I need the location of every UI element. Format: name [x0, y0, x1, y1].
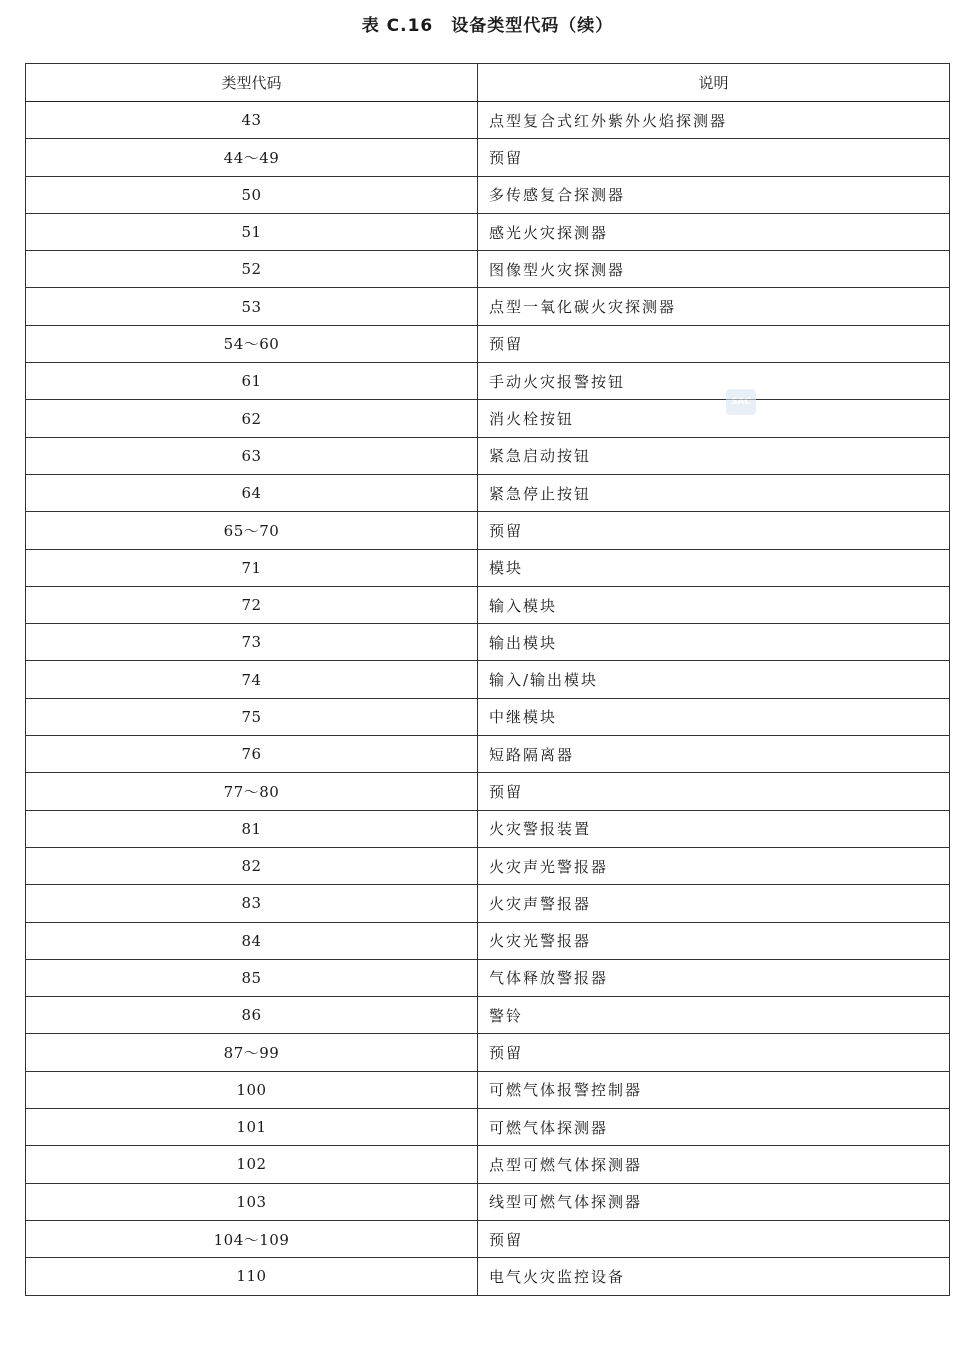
type-code-cell: 102 [26, 1146, 478, 1183]
table-row [26, 1109, 950, 1146]
table-title [0, 12, 975, 40]
description-cell: 手动火灾报警按钮 [478, 363, 950, 400]
type-code-cell: 84 [26, 922, 478, 959]
table-row [26, 363, 950, 400]
type-code-cell: 64 [26, 474, 478, 511]
table-row [26, 586, 950, 623]
description-cell: 预留 [478, 139, 950, 176]
table-row [26, 102, 950, 139]
table-row [26, 997, 950, 1034]
type-code-cell: 86 [26, 997, 478, 1034]
description-cell: 输入/输出模块 [478, 661, 950, 698]
type-code-cell: 100 [26, 1071, 478, 1108]
type-code-cell: 85 [26, 959, 478, 996]
type-code-cell: 71 [26, 549, 478, 586]
type-code-cell: 110 [26, 1258, 478, 1295]
table-row [26, 474, 950, 511]
table-header-row [26, 64, 950, 102]
type-code-cell: 77～80 [26, 773, 478, 810]
table-row [26, 400, 950, 437]
table-number: 表 C.16 [361, 16, 434, 36]
table-row [26, 437, 950, 474]
type-code-cell: 53 [26, 288, 478, 325]
table-row [26, 251, 950, 288]
type-code-cell: 87～99 [26, 1034, 478, 1071]
description-cell: 预留 [478, 325, 950, 362]
table-row [26, 512, 950, 549]
table-row [26, 624, 950, 661]
description-cell: 点型一氧化碳火灾探测器 [478, 288, 950, 325]
table-row [26, 698, 950, 735]
description-cell: 可燃气体报警控制器 [478, 1071, 950, 1108]
description-cell: 输入模块 [478, 586, 950, 623]
table-row [26, 661, 950, 698]
column-header-description: 说明 [478, 64, 950, 102]
description-cell: 图像型火灾探测器 [478, 251, 950, 288]
description-cell: 点型可燃气体探测器 [478, 1146, 950, 1183]
description-cell: 多传感复合探测器 [478, 176, 950, 213]
table-row [26, 288, 950, 325]
description-cell: 短路隔离器 [478, 736, 950, 773]
description-cell: 火灾声光警报器 [478, 847, 950, 884]
type-code-cell: 50 [26, 176, 478, 213]
description-cell: 电气火灾监控设备 [478, 1258, 950, 1295]
type-code-cell: 51 [26, 213, 478, 250]
description-cell: 预留 [478, 1034, 950, 1071]
type-code-cell: 74 [26, 661, 478, 698]
table-body [26, 102, 950, 1296]
description-cell: 感光火灾探测器 [478, 213, 950, 250]
description-cell: 可燃气体探测器 [478, 1109, 950, 1146]
type-code-cell: 54～60 [26, 325, 478, 362]
table-row [26, 847, 950, 884]
description-cell: 紧急启动按钮 [478, 437, 950, 474]
type-code-cell: 61 [26, 363, 478, 400]
table-row [26, 810, 950, 847]
table-row [26, 922, 950, 959]
table-row [26, 139, 950, 176]
description-cell: 火灾声警报器 [478, 885, 950, 922]
description-cell: 预留 [478, 1220, 950, 1257]
table-row [26, 736, 950, 773]
type-code-cell: 81 [26, 810, 478, 847]
description-cell: 模块 [478, 549, 950, 586]
type-code-cell: 75 [26, 698, 478, 735]
type-code-cell: 62 [26, 400, 478, 437]
description-cell: 紧急停止按钮 [478, 474, 950, 511]
type-code-cell: 82 [26, 847, 478, 884]
type-code-cell: 63 [26, 437, 478, 474]
type-code-cell: 83 [26, 885, 478, 922]
table-row [26, 176, 950, 213]
table-caption: 设备类型代码（续） [451, 16, 614, 36]
description-cell: 警铃 [478, 997, 950, 1034]
type-code-cell: 43 [26, 102, 478, 139]
table-row [26, 885, 950, 922]
type-code-cell: 73 [26, 624, 478, 661]
type-code-cell: 44～49 [26, 139, 478, 176]
table-row [26, 1071, 950, 1108]
device-type-code-table [25, 63, 950, 1296]
table-row [26, 213, 950, 250]
type-code-cell: 101 [26, 1109, 478, 1146]
description-cell: 气体释放警报器 [478, 959, 950, 996]
description-cell: 输出模块 [478, 624, 950, 661]
type-code-cell: 103 [26, 1183, 478, 1220]
description-cell: 线型可燃气体探测器 [478, 1183, 950, 1220]
table-row [26, 1034, 950, 1071]
description-cell: 点型复合式红外紫外火焰探测器 [478, 102, 950, 139]
table-row [26, 1183, 950, 1220]
table-row [26, 1220, 950, 1257]
description-cell: 预留 [478, 773, 950, 810]
table-row [26, 549, 950, 586]
table-row [26, 1258, 950, 1295]
type-code-cell: 52 [26, 251, 478, 288]
type-code-cell: 76 [26, 736, 478, 773]
description-cell: 火灾警报装置 [478, 810, 950, 847]
type-code-cell: 72 [26, 586, 478, 623]
description-cell: 消火栓按钮 [478, 400, 950, 437]
table-row [26, 959, 950, 996]
description-cell: 火灾光警报器 [478, 922, 950, 959]
column-header-code: 类型代码 [26, 64, 478, 102]
sac-watermark-logo: SAC [726, 389, 756, 415]
description-cell: 中继模块 [478, 698, 950, 735]
type-code-cell: 104～109 [26, 1220, 478, 1257]
description-cell: 预留 [478, 512, 950, 549]
table-row [26, 773, 950, 810]
table-row [26, 1146, 950, 1183]
type-code-cell: 65～70 [26, 512, 478, 549]
table-row [26, 325, 950, 362]
